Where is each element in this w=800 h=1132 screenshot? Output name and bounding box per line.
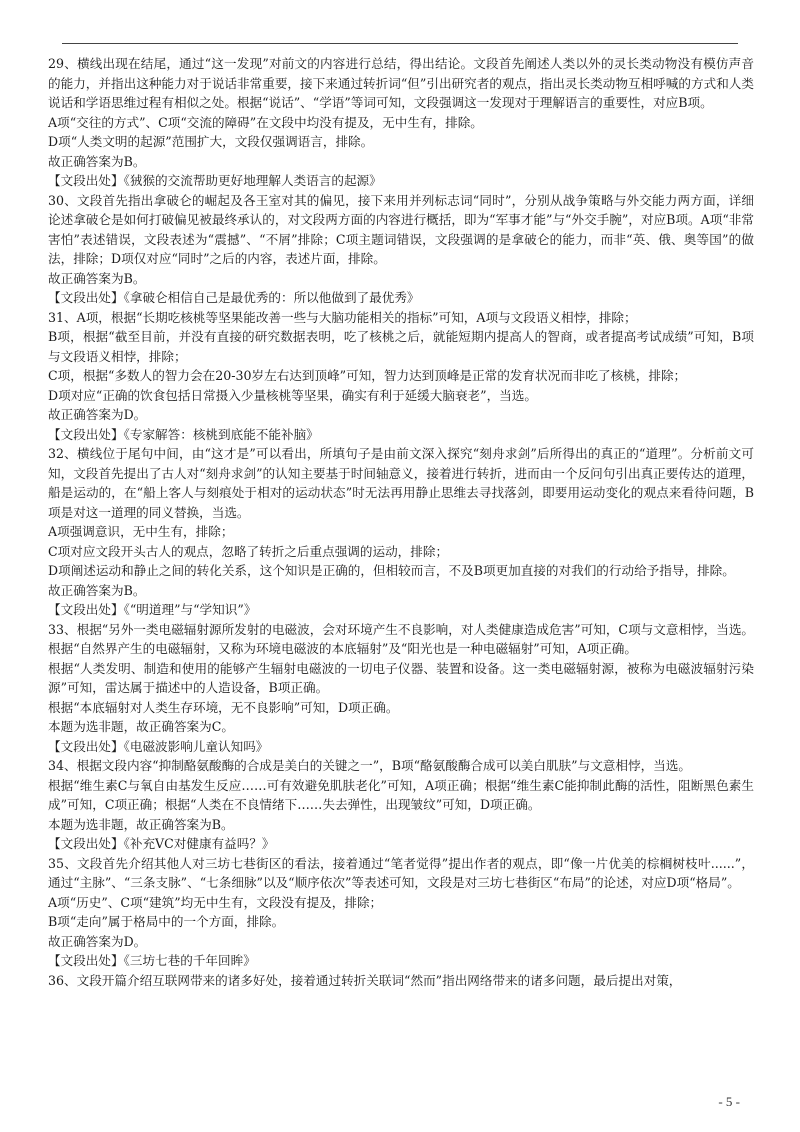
paragraph: 故正确答案为D。: [48, 933, 147, 949]
paragraph: A项“交往的方式”、C项“交流的障碍”在文段中均没有提及，无中生有，排除。: [48, 114, 483, 130]
paragraph: C项，根据“多数人的智力会在20-30岁左右达到顶峰”可知，智力达到顶峰是正常的发育状况而非吃了核桃，排除；: [48, 368, 687, 383]
paragraph: 根据“本底辐射对人类生存环境，无不良影响”可知，D项正确。: [48, 699, 399, 715]
paragraph: 故正确答案为B。: [48, 270, 146, 286]
page-number: - 5 -: [718, 1094, 740, 1109]
paragraph: 34、根据文段内容“抑制酪氨酸酶的合成是美白的关键之一”，B项“酪氨酸酶合成可以美白肌肤”与文意相悖，当选。: [48, 758, 691, 773]
paragraph: 【文段出处】《狨猴的交流帮助更好地理解人类语言的起源》: [48, 173, 382, 188]
paragraph: 本题为选非题，故正确答案为C。: [48, 719, 234, 734]
paragraph: 故正确答案为D。: [48, 407, 147, 422]
paragraph: 根据“维生素C与氧自由基发生反应……可有效避免肌肤老化”可知，A项正确；根据“维生素C能抑制此酶的活性，阻断黑色素生成”可知，C项正确；根据“人类在不良情绪下……失去弹性，出现皱纹”可知，D项正确。: [48, 777, 754, 812]
paragraph: D项对应“正确的饮食包括日常摄入少量核桃等坚果，确实有利于延缓大脑衰老”，当选。: [48, 387, 537, 403]
paragraph: 33、根据“另外一类电磁辐射源所发射的电磁波，会对环境产生不良影响，对人类健康造成危害”可知，C项与文意相悖，当选。: [48, 621, 755, 637]
paragraph: 故正确答案为B。: [48, 153, 146, 169]
paragraph: 31、A项，根据“长期吃核桃等坚果能改善一些与大脑功能相关的指标”可知，A项与文段语义相悖，排除；: [48, 309, 637, 325]
paragraph: B项“走向”属于格局中的一个方面，排除。: [48, 914, 285, 929]
paragraph: 【文段出处】《三坊七巷的千年回眸》: [48, 953, 256, 968]
paragraph: 30、文段首先指出拿破仑的崛起及各王室对其的偏见，接下来用并列标志词“同时”，分别从战争策略与外交能力两方面，详细论述拿破仑是如何打破偏见被最终承认的，对文段两方面的内容进行概括，即为“军事才能”与“外交手腕”，对应B项。A项“非常害怕”表述错误，文段表述为“震撼”、“不屑”排除；C项主题词错误，文段强调的是拿破仑的能力，而非“英、俄、奥等国”的做法，排除；D项仅对应“同时”之后的内容，表述片面，排除。: [48, 192, 754, 266]
answer-explanations: [48, 54, 754, 990]
paragraph: B项，根据“截至目前，并没有直接的研究数据表明，吃了核桃之后，就能短期内提高人的智商，或者提高考试成绩”可知，B项与文段语义相悖，排除；: [48, 329, 754, 364]
paragraph: C项对应文段开头古人的观点，忽略了转折之后重点强调的运动，排除；: [48, 543, 449, 559]
paragraph: A项强调意识，无中生有，排除；: [48, 524, 234, 539]
paragraph: 29、横线出现在结尾，通过“这一发现”对前文的内容进行总结，得出结论。文段首先阐述人类以外的灵长类动物没有模仿声音的能力，并指出这种能力对于说话非常重要，接下来通过转折词“但”引出研究者的观点，指出灵长类动物互相呼喊的方式和人类说话和学语思维过程有相似之处。根据“说话”、“学语”等词可知，文段强调这一发现对于理解语言的重要性，对应B项。: [48, 56, 754, 110]
paragraph: 36、文段开篇介绍互联网带来的诸多好处，接着通过转折关联词“然而”指出网络带来的诸多问题，最后提出对策，: [48, 972, 682, 988]
paragraph: A项“历史”、C项“建筑”均无中生有，文段没有提及，排除；: [48, 894, 383, 910]
paragraph: 32、横线位于尾句中间，由“这才是”可以看出，所填句子是由前文深入探究“刻舟求剑”后所得出的真正的“道理”。分析前文可知，文段首先提出了古人对“刻舟求剑”的认知主要基于时间轴意义，接着进行转折，进而由一个反问句引出真正要传达的道理，船是运动的，在“船上客人与刻痕处于相对的运动状态”时无法再用静止思维去寻找落剑，即要用运动变化的观点来看待问题，B项是对这一道理的同义替换，当选。: [48, 446, 754, 520]
header-rule: [62, 43, 738, 44]
paragraph: 35、文段首先介绍其他人对三坊七巷街区的看法，接着通过“笔者觉得”提出作者的观点，即“像一片优美的棕榈树枝叶......”，通过“主脉”、“三条支脉”、“七条细脉”以及“顺序依次”等表述可知，文段是对三坊七巷街区“布局”的论述，对应D项“格局”。: [48, 855, 754, 890]
paragraph: D项“人类文明的起源”范围扩大，文段仅强调语言，排除。: [48, 134, 374, 149]
paragraph: 本题为选非题，故正确答案为B。: [48, 816, 234, 832]
paragraph: 故正确答案为B。: [48, 582, 146, 598]
paragraph: D项阐述运动和静止之间的转化关系，这个知识是正确的，但相较而言，不及B项更加直接的对我们的行动给予指导，排除。: [48, 563, 735, 578]
paragraph: 【文段出处】《拿破仑相信自己是最优秀的：所以他做到了最优秀》: [48, 290, 420, 305]
paragraph: 【文段出处】《电磁波影响儿童认知吗》: [48, 738, 269, 754]
paragraph: 根据“人类发明、制造和使用的能够产生辐射电磁波的一切电子仪器、装置和设备。这一类电磁辐射源，被称为电磁波辐射污染源”可知，雷达属于描述中的人造设备，B项正确。: [48, 660, 754, 695]
paragraph: 【文段出处】《补充VC对健康有益吗？》: [48, 836, 275, 851]
paragraph: 【文段出处】《专家解答：核桃到底能不能补脑》: [48, 426, 319, 442]
paragraph: 根据“自然界产生的电磁辐射，又称为环境电磁波的本底辐射”及“阳光也是一种电磁辐射”可知，A项正确。: [48, 641, 637, 656]
paragraph: 【文段出处】《“明道理”与“学知识”》: [48, 602, 257, 617]
